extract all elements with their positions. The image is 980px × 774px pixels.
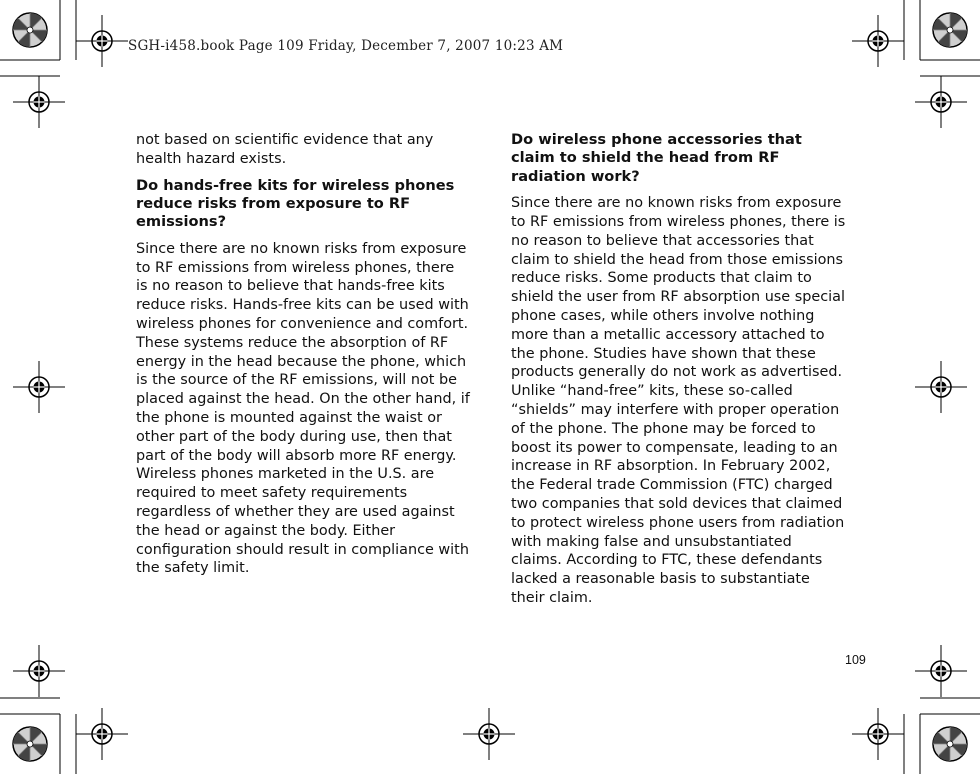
color-bar-wheel-icon <box>933 13 967 47</box>
left-body-paragraph: Since there are no known risks from exposure to RF emissions from wireless phones, there is no reason to believe that hands-free kits reduce risks. Hands-free kits can be used with wireless phones for convenience and comfort. These systems reduce the absorption of RF energy in the head because the phone, which is the source of the RF emissions, will not be placed against the head. On the other hand, if the phone is mounted against the waist or other part of the body during use, then that part of the body will absorb more RF energy. Wireless phones marketed in the U.S. are required to meet safety requirements regardless of whether they are used against the head or against the body. Either configuration should result in compliance with the safety limit. <box>136 240 470 577</box>
registration-mark-icon <box>76 15 128 67</box>
registration-mark-icon <box>13 645 65 697</box>
registration-mark-icon <box>915 361 967 413</box>
registration-mark-icon <box>852 15 904 67</box>
right-section-heading: Do wireless phone accessories that claim to shield the head from RF radiation work? <box>511 131 802 185</box>
registration-mark-icon <box>852 708 904 760</box>
registration-mark-icon <box>13 76 65 128</box>
right-column <box>511 131 847 608</box>
book-file-header: SGH-i458.book Page 109 Friday, December 7, 2007 10:23 AM <box>128 38 564 54</box>
page-number: 109 <box>845 653 866 667</box>
right-body-paragraph: Since there are no known risks from exposure to RF emissions from wireless phones, there is no reason to believe that accessories that claim to shield the head from those emissions reduce risks. Some products that claim to shield the user from RF absorption use special phone cases, while others involve nothing more than a metallic accessory attached to the phone. Studies have shown that these products generally do not work as advertised. Unlike “hand-free” kits, these so-called “shields” may interfere with proper operation of the phone. The phone may be forced to boost its power to compensate, leading to an increase in RF absorption. In February 2002, the Federal trade Commission (FTC) charged two companies that sold devices that claimed to protect wireless phone users from radiation with making false and unsubstantiated claims. According to FTC, these defendants lacked a reasonable basis to substantiate their claim. <box>511 195 846 606</box>
left-intro-paragraph: not based on scientific evidence that any health hazard exists. <box>136 132 434 167</box>
color-bar-wheel-icon <box>13 13 47 47</box>
registration-mark-icon <box>13 361 65 413</box>
color-bar-wheel-icon <box>13 727 47 761</box>
registration-mark-icon <box>463 708 515 760</box>
color-bar-wheel-icon <box>933 727 967 761</box>
left-section-heading: Do hands-free kits for wireless phones reduce risks from exposure to RF emissions? <box>136 176 455 231</box>
left-column <box>136 131 470 578</box>
registration-mark-icon <box>915 76 967 128</box>
registration-mark-icon <box>915 645 967 697</box>
registration-mark-icon <box>76 708 128 760</box>
spacer <box>511 186 847 194</box>
spacer <box>136 232 470 240</box>
spacer <box>136 169 470 177</box>
